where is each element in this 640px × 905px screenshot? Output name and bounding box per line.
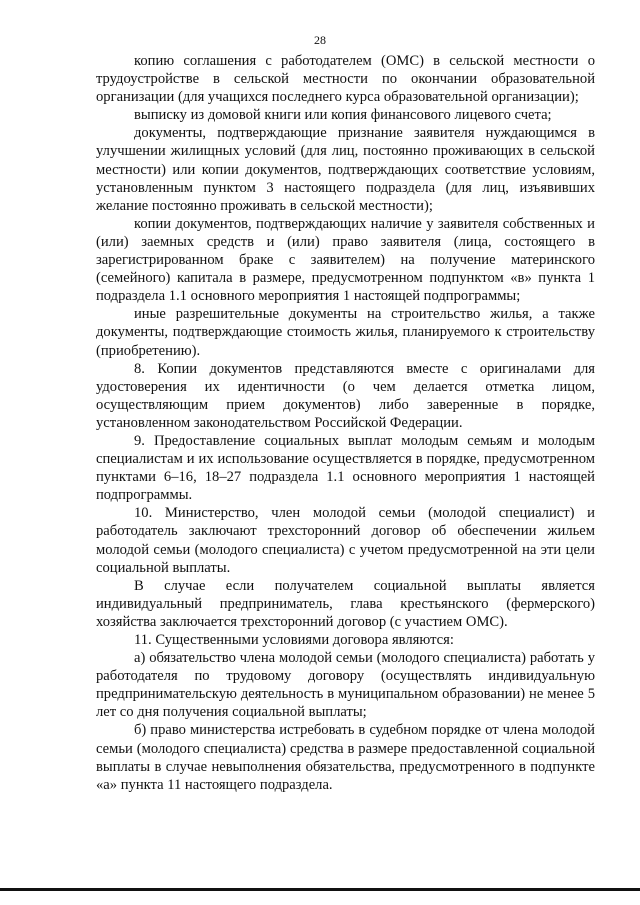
bottom-rule	[0, 888, 640, 891]
paragraph: 8. Копии документов представляются вместе с оригиналами для удостоверения их идентичности (о чем делается отметка лицом, осуществляющим прием документов) либо заверенные в порядке, установленном законодательством Российской Федерации.	[96, 360, 595, 431]
paragraph: 11. Существенными условиями договора являются:	[134, 632, 454, 648]
page-number: 28	[314, 33, 326, 47]
paragraph: иные разрешительные документы на строительство жилья, а также документы, подтверждающие стоимость жилья, планируемого к строительству (приобретению).	[96, 306, 595, 359]
document-body	[96, 52, 595, 794]
paragraph: выписку из домовой книги или копия финансового лицевого счета;	[134, 107, 552, 124]
paragraph: 10. Министерство, член молодой семьи (молодой специалист) и работодатель заключают трехсторонний договор об обеспечении жильем молодой семьи (молодого специалиста) с учетом предусмотренной на эти цели социальной выплаты.	[96, 505, 595, 576]
paragraph: документы, подтверждающие признание заявителя нуждающимся в улучшении жилищных условий (для лиц, постоянно проживающих в сельской местности) или копии документов, подтверждающих соответствие условиям, установленным пунктом 3 настоящего подраздела (для лиц, изъявивших желание постоянно проживать в сельской местности);	[96, 125, 595, 214]
paragraph: копию соглашения с работодателем (ОМС) в сельской местности о трудоустройстве в сельской местности по окончании образовательной организации (для учащихся последнего курса образовательной организации);	[96, 53, 595, 106]
paragraph: б) право министерства истребовать в судебном порядке от члена молодой семьи (молодого специалиста) средства в размере предоставленной социальной выплаты в случае невыполнения обязательства, предусмотренного в подпункте «а» пункта 11 настоящего подраздела.	[96, 722, 595, 793]
paragraph: В случае если получателем социальной выплаты является индивидуальный предприниматель, глава крестьянского (фермерского) хозяйства заключается трехсторонний договор (с участием ОМС).	[96, 577, 595, 630]
paragraph: 9. Предоставление социальных выплат молодым семьям и молодым специалистам и их использование осуществляется в порядке, предусмотренном пунктами 6–16, 18–27 подраздела 1.1 основного мероприятия 1 настоящей подпрограммы.	[96, 432, 595, 504]
paragraph: копии документов, подтверждающих наличие у заявителя собственных и (или) заемных средств и (или) право заявителя (лица, состоящего в зарегистрированном браке с заявителем) на получение материнского (семейного) капитала в размере, предусмотренном подпунктом «в» пункта 1 подраздела 1.1 основного мероприятия 1 настоящей подпрограммы;	[96, 215, 595, 305]
paragraph: а) обязательство члена молодой семьи (молодого специалиста) работать у работодателя по трудовому договору (осуществлять индивидуальную предпринимательскую деятельность в муниципальном образовании) не менее 5 лет со дня получения социальной выплаты;	[96, 650, 595, 721]
